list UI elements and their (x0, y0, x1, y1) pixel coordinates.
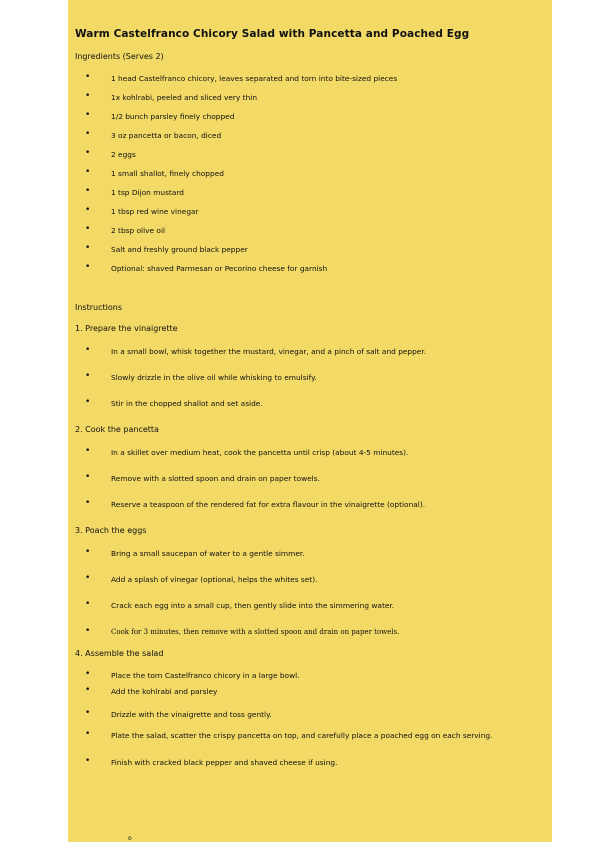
bullet: • (85, 110, 91, 120)
bullet: • (85, 345, 91, 355)
bullet: • (85, 224, 91, 234)
step-heading: 4. Assemble the salad (75, 649, 164, 658)
bullet: • (85, 129, 91, 139)
bullet: • (85, 148, 91, 158)
bullet: • (85, 91, 91, 101)
bullet: • (85, 205, 91, 215)
bullet: • (85, 599, 91, 609)
bullet: • (85, 626, 91, 636)
instructions-heading: Instructions (75, 303, 122, 312)
bullet: • (85, 397, 91, 407)
ingredients-heading: Ingredients (Serves 2) (75, 52, 164, 61)
bullet: • (85, 243, 91, 253)
bullet: • (85, 262, 91, 272)
bullet: • (85, 498, 91, 508)
bullet: • (85, 547, 91, 557)
bullet: • (85, 729, 91, 739)
bullet: • (85, 669, 91, 679)
bullet: • (85, 685, 91, 695)
bullet: • (85, 371, 91, 381)
bullet: • (85, 573, 91, 583)
step-heading: 3. Poach the eggs (75, 526, 147, 535)
recipe-title: Warm Castelfranco Chicory Salad with Pancetta and Poached Egg (75, 28, 470, 40)
bullet: • (85, 446, 91, 456)
bullet: • (85, 472, 91, 482)
step-heading: 1. Prepare the vinaigrette (75, 324, 178, 333)
bullet: • (85, 186, 91, 196)
bullet: • (85, 708, 91, 718)
bullet: • (85, 756, 91, 766)
footer-mark: o (128, 835, 132, 842)
bullet: • (85, 72, 91, 82)
step-heading: 2. Cook the pancetta (75, 425, 159, 434)
bullet: • (85, 167, 91, 177)
document-page: Warm Castelfranco Chicory Salad with Pancetta and Poached Egg Ingredients (Serves 2) • 1 head Castelfranco chicory, leaves separated and torn into bite-sized pieces • 1x kohlrabi, peeled and sliced very thin • 1/2 bunch parsley finely chopped • 3 oz pancetta or bacon, diced • 2 eggs • 1 small shallot, finely chopped • 1 tsp Dijon mustard • 1 tbsp red wine vinegar • 2 tbsp olive oil • Salt and freshly ground black pepper • Optional: shaved Parmesan or Pecorino cheese for garnish Instructions 1. Prepare the vinaigrette • In a small bowl, whisk together the mustard, vinegar, and a pinch of salt and pepper. • Slowly drizzle in the olive oil while whisking to emulsify. • Stir in the chopped shallot and set aside. 2. Cook the pancetta • In a skillet over medium heat, cook the pancetta until crisp (about 4-5 minutes). • Remove with a slotted spoon and drain on paper towels. • Reserve a teaspoon of the rendered fat for extra flavour in the vinaigrette (optional). 3. Poach the eggs • Bring a small saucepan of water to a gentle simmer. • Add a splash of vinegar (optional, helps the whites set). • Crack each egg into a small cup, then gently slide into the simmering water. • Cook for 3 minutes, then remove with a slotted spoon and drain on paper towels. 4. Assemble the salad • Place the torn Castelfranco chicory in a large bowl. • Add the kohlrabi and parsley • Drizzle with the vinaigrette and toss gently. • Plate the salad, scatter the crispy pancetta on top, and carefully place a poached egg on each serving. • Finish with cracked black pepper and shaved cheese if using. o (68, 0, 552, 842)
